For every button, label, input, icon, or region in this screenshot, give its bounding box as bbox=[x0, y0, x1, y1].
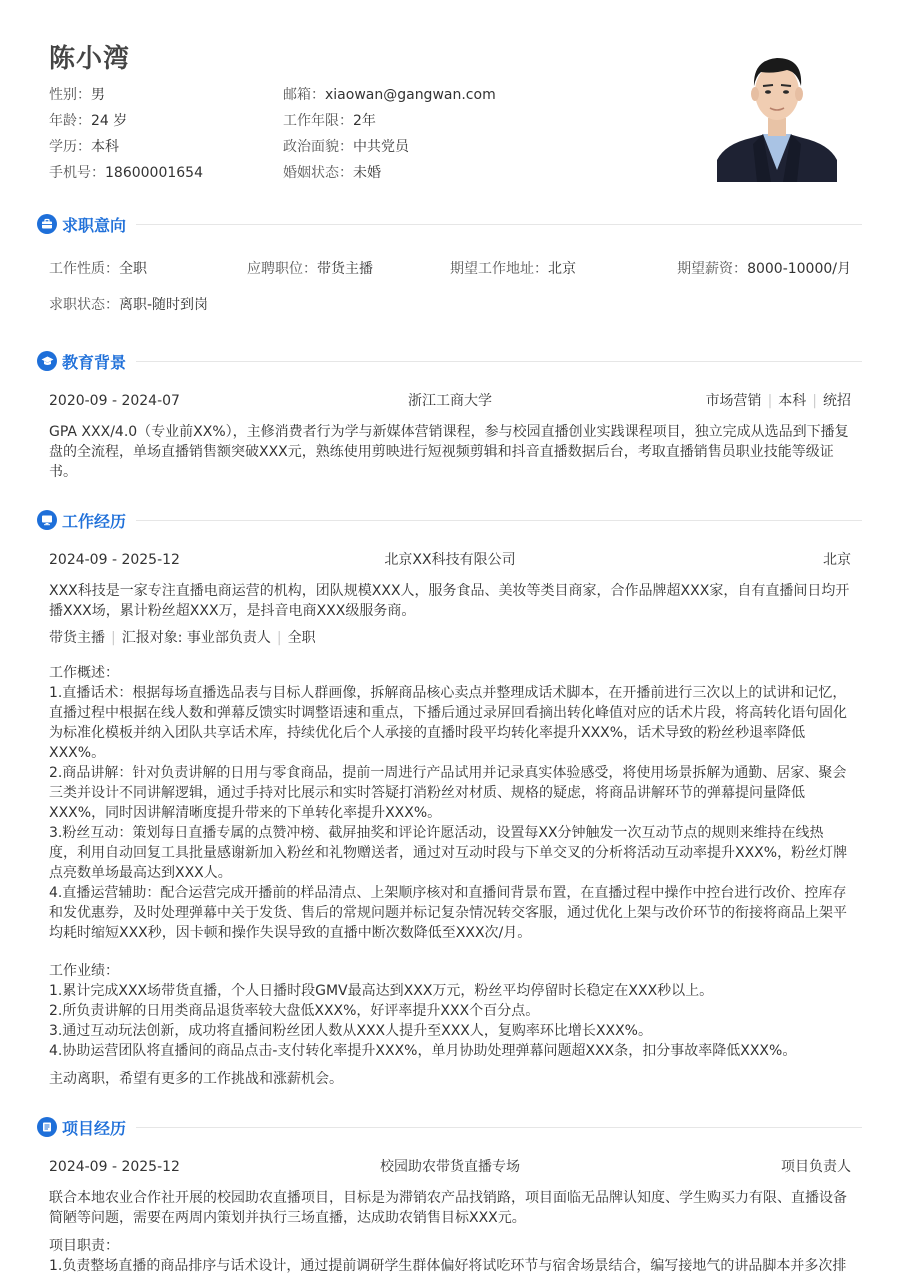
work-row bbox=[49, 550, 851, 570]
achievement-item: 4.协助运营团队将直播间的商品点击-支付转化率提升XXX%，单月协助处理弹幕问题超XXX条，扣分事故率降低XXX%。 bbox=[49, 1043, 797, 1059]
section-divider bbox=[136, 224, 862, 225]
company-description: XXX科技是一家专注直播电商运营的机构，团队规模XXX人，服务食品、美妆等类目商家，合作品牌超XXX家，自有直播间日均开播XXX场，累计粉丝超XXX万，是抖音电商XXX级服务商。 bbox=[49, 583, 850, 619]
age-value: 24 岁 bbox=[91, 113, 128, 129]
employment-type: 全职 bbox=[287, 630, 316, 646]
status-value: 离职-随时到岗 bbox=[119, 297, 209, 313]
overview-item: 2.商品讲解：针对负责讲解的日用与零食商品，提前一周进行产品试用并记录真实体验感受，将使用场景拆解为通勤、居家、聚会三类并设计不同讲解逻辑，通过手持对比展示和实时答疑打消粉丝对材质、规格的疑虑，将商品讲解环节的弹幕提问量降低XXX%，同时因讲解清晰度提升带来的下单转化率提升XXX%。 bbox=[49, 765, 847, 821]
section-divider bbox=[136, 520, 862, 521]
work-city: 北京 bbox=[823, 552, 851, 568]
position-value: 带货主播 bbox=[317, 261, 373, 277]
monitor-icon bbox=[37, 510, 57, 530]
degree-label: 学历： bbox=[49, 139, 91, 155]
leave-reason: 主动离职，希望有更多的工作挑战和涨薪机会。 bbox=[49, 1071, 343, 1087]
project-description: 联合本地农业合作社开展的校园助农直播项目，目标是为滞销农产品找销路，项目面临无品牌认知度、学生购买力有限、直播设备简陋等问题，需要在两周内策划并执行三场直播，达成助农销售目标XXX元。 bbox=[49, 1190, 847, 1226]
gender-value: 男 bbox=[91, 87, 105, 103]
overview-item: 4.直播运营辅助：配合运营完成开播前的样品清点、上架顺序核对和直播间背景布置，在直播过程中操作中控台进行改价、控库存和发优惠券，及时处理弹幕中关于发货、售后的常规问题并标记复杂情况转交客服，通过优化上架与改价环节的衔接将商品上架平均耗时缩短XXX秒，因卡顿和操作失误导致的直播中断次数降低至XXX次/月。 bbox=[49, 885, 847, 941]
nature-label: 工作性质： bbox=[49, 261, 119, 277]
degree: 本科 bbox=[778, 393, 807, 409]
info-row bbox=[49, 137, 689, 163]
section-divider bbox=[136, 361, 862, 362]
email-label: 邮箱： bbox=[283, 87, 325, 103]
school-name: 浙江工商大学 bbox=[408, 393, 492, 409]
work-meta: 带货主播 | 汇报对象: 事业部负责人 | 全职 bbox=[49, 630, 316, 646]
work-overview bbox=[49, 663, 851, 943]
phone-value: 18600001654 bbox=[105, 165, 203, 181]
info-row bbox=[49, 163, 689, 189]
age-label: 年龄： bbox=[49, 113, 91, 129]
position-label: 应聘职位： bbox=[247, 261, 317, 277]
status-label: 求职状态： bbox=[49, 297, 119, 313]
section-title: 工作经历 bbox=[62, 511, 127, 531]
political-value: 中共党员 bbox=[353, 139, 409, 155]
achievement-item: 1.累计完成XXX场带货直播，个人日播时段GMV最高达到XXX万元，粉丝平均停留时长稳定在XXX秒以上。 bbox=[49, 983, 714, 999]
overview-title: 工作概述： bbox=[49, 665, 119, 681]
achievements-title: 工作业绩： bbox=[49, 963, 119, 979]
gender-label: 性别： bbox=[49, 87, 91, 103]
major: 市场营销 bbox=[705, 393, 762, 409]
profile-photo bbox=[717, 48, 837, 182]
education-period: 2020-09 - 2024-07 bbox=[49, 393, 180, 409]
briefcase-icon bbox=[37, 214, 57, 234]
section-header-intent bbox=[37, 212, 862, 236]
education-meta: 市场营销 | 本科 | 统招 bbox=[705, 393, 851, 409]
phone-label: 手机号： bbox=[49, 165, 105, 181]
duty-item: 1.负责整场直播的商品排序与话术设计，通过提前调研学生群体偏好将试吃环节与宿舍场景结合，编写接地气的讲品脚本并多次排 bbox=[49, 1258, 847, 1274]
project-period: 2024-09 - 2025-12 bbox=[49, 1159, 180, 1175]
overview-item: 1.直播话术：根据每场直播选品表与目标人群画像，拆解商品核心卖点并整理成话术脚本，在开播前进行三次以上的试讲和记忆，直播过程中根据在线人数和弹幕反馈实时调整语速和重点，下播后通过录屏回看摘出转化峰值对应的话术片段，将高转化语句固化为标准化模板并纳入团队共享话术库，持续优化后个人承接的直播时段平均转化率提升XXX%，话术导致的粉丝秒退率降低XXX%。 bbox=[49, 685, 847, 761]
section-title: 项目经历 bbox=[62, 1118, 127, 1138]
report-to: 汇报对象: 事业部负责人 bbox=[121, 630, 271, 646]
graduation-cap-icon bbox=[37, 351, 57, 371]
section-header-work bbox=[37, 508, 862, 532]
project-row bbox=[49, 1157, 851, 1177]
company-name: 北京XX科技有限公司 bbox=[384, 552, 516, 568]
nature-value: 全职 bbox=[119, 261, 147, 277]
section-title: 教育背景 bbox=[62, 352, 127, 372]
section-divider bbox=[136, 1127, 862, 1128]
work-achievements bbox=[49, 961, 851, 1061]
overview-item: 3.粉丝互动：策划每日直播专属的点赞冲榜、截屏抽奖和评论许愿活动，设置每XX分钟触发一次互动节点的规则来维持在线热度，利用自动回复工具批量感谢新加入粉丝和礼物赠送者，通过对互动时段与下单交叉的分析将活动互动率提升XXX%，粉丝灯牌点亮数单场最高达到XXX人。 bbox=[49, 825, 848, 881]
list-icon bbox=[37, 1117, 57, 1137]
education-row bbox=[49, 391, 851, 411]
intent-row-2 bbox=[49, 295, 208, 315]
section-title: 求职意向 bbox=[62, 215, 127, 235]
achievement-item: 2.所负责讲解的日用类商品退货率较大盘低XXX%，好评率提升XXX个百分点。 bbox=[49, 1003, 540, 1019]
work-years-label: 工作年限： bbox=[283, 113, 353, 129]
work-period: 2024-09 - 2025-12 bbox=[49, 552, 180, 568]
achievement-item: 3.通过互动玩法创新，成功将直播间粉丝团人数从XXX人提升至XXX人，复购率环比增长XXX%。 bbox=[49, 1023, 652, 1039]
section-header-education bbox=[37, 349, 862, 373]
project-role: 项目负责人 bbox=[781, 1159, 851, 1175]
city-label: 期望工作地址： bbox=[450, 261, 548, 277]
intent-row-1 bbox=[49, 259, 851, 279]
education-description: GPA XXX/4.0（专业前XX%），主修消费者行为学与新媒体营销课程，参与校园直播创业实践课程项目，独立完成从选品到下播复盘的全流程，单场直播销售额突破XXX元，熟练使用剪映进行短视频剪辑和抖音直播数据后台，考取直播销售员职业技能等级证书。 bbox=[49, 424, 849, 480]
work-years-value: 2年 bbox=[353, 113, 376, 129]
project-name: 校园助农带货直播专场 bbox=[380, 1159, 520, 1175]
salary-value: 8000-10000/月 bbox=[747, 261, 851, 277]
duty-title: 项目职责： bbox=[49, 1238, 119, 1254]
enroll-type: 统招 bbox=[823, 393, 851, 409]
degree-value: 本科 bbox=[91, 139, 119, 155]
project-duties bbox=[49, 1236, 851, 1275]
info-row bbox=[49, 111, 689, 137]
info-row bbox=[49, 85, 689, 111]
work-role: 带货主播 bbox=[49, 630, 105, 646]
basic-info bbox=[49, 85, 689, 189]
marital-label: 婚姻状态： bbox=[283, 165, 353, 181]
candidate-name: 陈小湾 bbox=[49, 44, 131, 74]
email-value: xiaowan@gangwan.com bbox=[325, 87, 496, 103]
political-label: 政治面貌： bbox=[283, 139, 353, 155]
city-value: 北京 bbox=[548, 261, 576, 277]
salary-label: 期望薪资： bbox=[677, 261, 748, 277]
section-header-project bbox=[37, 1115, 862, 1139]
marital-value: 未婚 bbox=[353, 165, 381, 181]
